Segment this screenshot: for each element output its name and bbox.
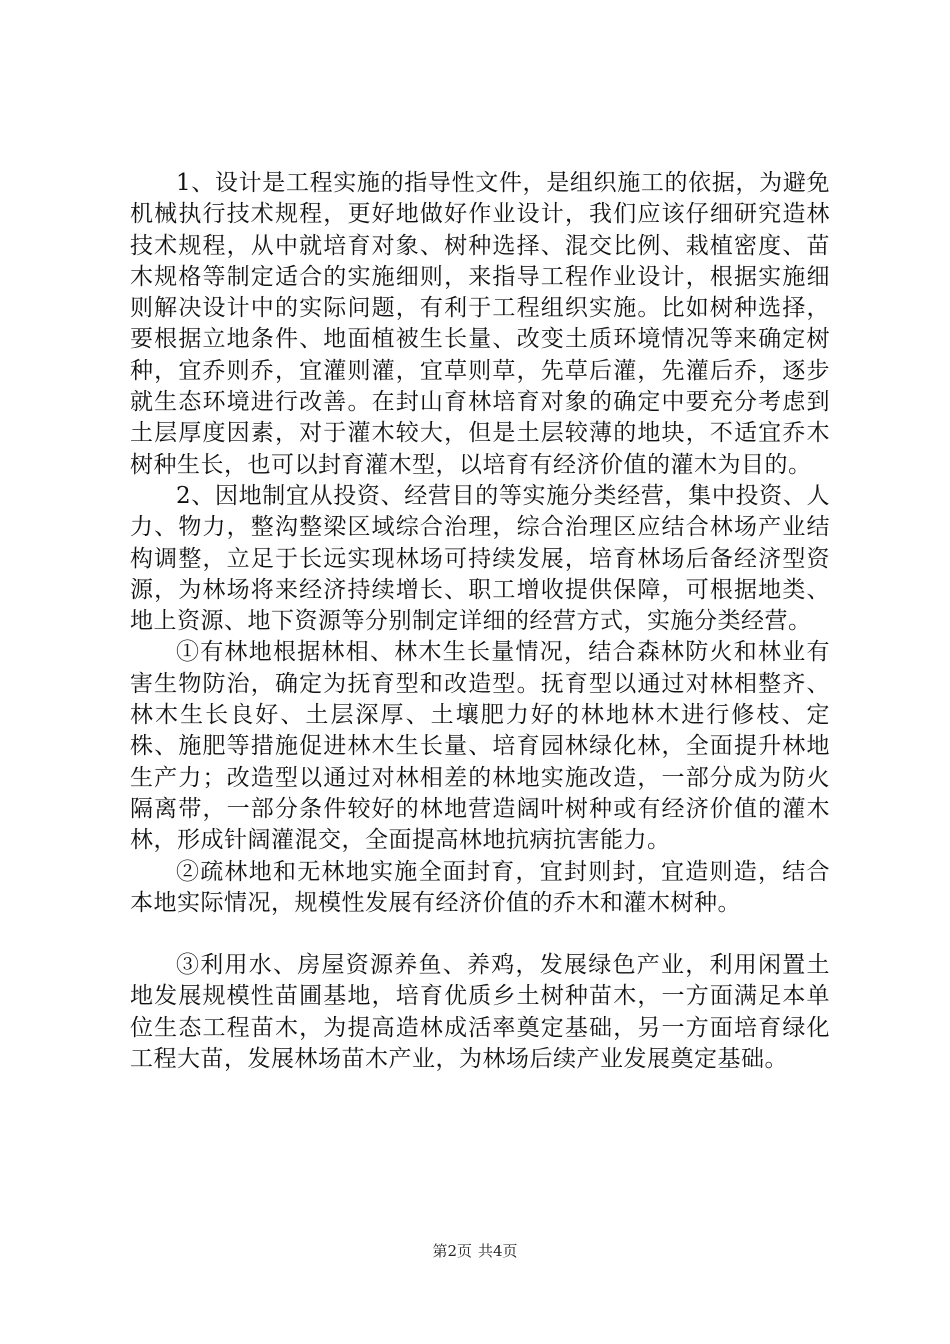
page-total: 共4页 xyxy=(478,1242,518,1260)
paragraph-forested-land: ①有林地根据林相、林木生长量情况，结合森林防火和林业有害生物防治，确定为抚育型和改造型。抚育型以通过对林相整齐、林木生长良好、土层深厚、土壤肥力好的林地林木进行修枝、定株、施肥等措施促进林木生长量、培育园林绿化林，全面提升林地生产力；改造型以通过对林相差的林地实施改造，一部分成为防火隔离带，一部分条件较好的林地营造阔叶树种或有经济价值的灌木林，形成针阔灌混交，全面提高林地抗病抗害能力。 xyxy=(130,639,830,854)
page-number: 第2页 xyxy=(432,1242,472,1260)
paragraph-design-guidance: 1、设计是工程实施的指导性文件，是组织施工的依据，为避免机械执行技术规程，更好地做好作业设计，我们应该仔细研究造林技术规程，从中就培育对象、树种选择、混交比例、栽植密度、苗木规格等制定适合的实施细则，来指导工程作业设计，根据实施细则解决设计中的实际问题，有利于工程组织实施。比如树种选择，要根据立地条件、地面植被生长量、改变土质环境情况等来确定树种，宜乔则乔，宜灌则灌，宜草则草，先草后灌，先灌后乔，逐步就生态环境进行改善。在封山育林培育对象的确定中要充分考虑到土层厚度因素，对于灌木较大，但是土层较薄的地块，不适宜乔木树种生长，也可以封育灌木型，以培育有经济价值的灌木为目的。 xyxy=(130,170,830,478)
paragraph-sparse-forest-land: ②疏林地和无林地实施全面封育，宜封则封，宜造则造，结合本地实际情况，规模性发展有经济价值的乔木和灌木树种。 xyxy=(130,858,830,916)
document-body xyxy=(130,168,830,1075)
paragraph-classified-management: 2、因地制宜从投资、经营目的等实施分类经营，集中投资、人力、物力，整沟整梁区域综合治理，综合治理区应结合林场产业结构调整，立足于长远实现林场可持续发展，培育林场后备经济型资源，为林场将来经济持续增长、职工增收提供保障，可根据地类、地上资源、地下资源等分别制定详细的经营方式，实施分类经营。 xyxy=(130,482,830,635)
page-footer xyxy=(0,1241,950,1261)
paragraph-water-housing-resources: ③利用水、房屋资源养鱼、养鸡，发展绿色产业，利用闲置土地发展规模性苗圃基地，培育优质乡土树种苗木，一方面满足本单位生态工程苗木，为提高造林成活率奠定基础，另一方面培育绿化工程大苗，发展林场苗木产业，为林场后续产业发展奠定基础。 xyxy=(130,952,830,1073)
